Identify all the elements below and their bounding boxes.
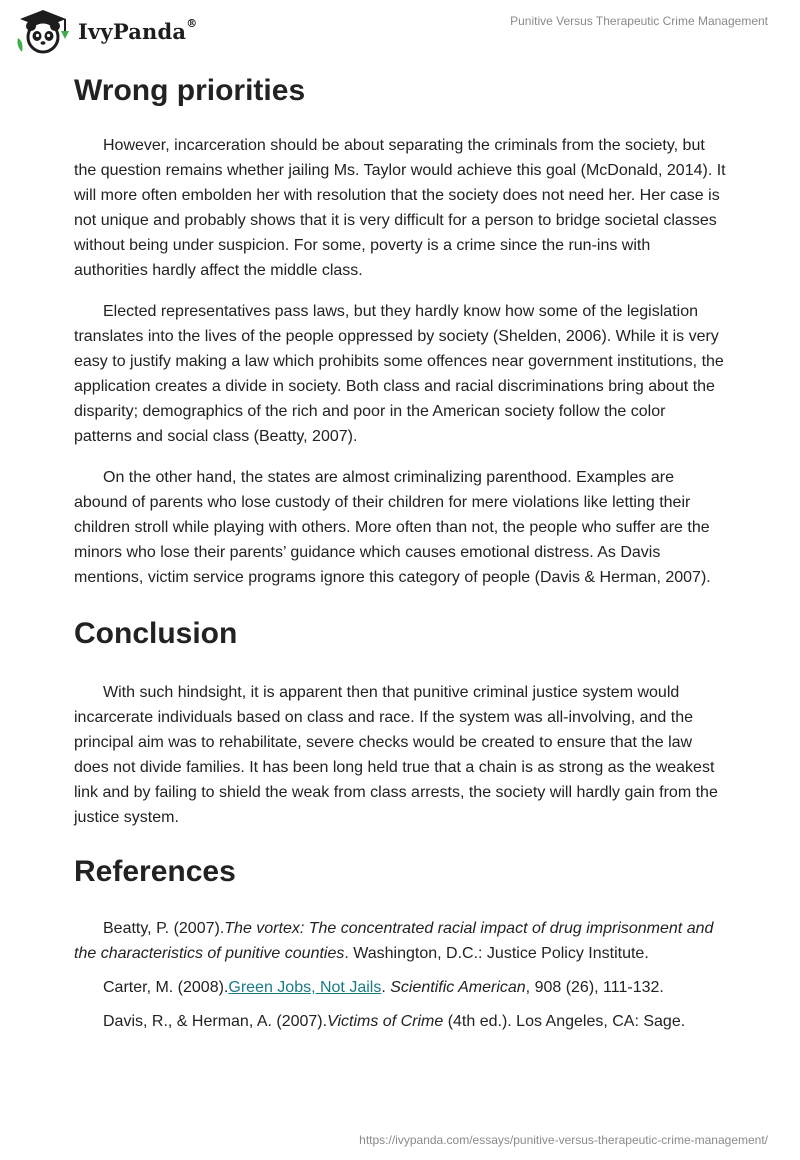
paragraph: On the other hand, the states are almost criminalizing parenthood. Examples are abound of parents who lose custody of their children for mere violations like letting their children stroll while playing with others. More often than not, the people who suffer are the minors who lose their parents’ guidance which causes emotional distress. As Davis mentions, victim service programs ignore this category of people (Davis & Herman, 2007). [74,469,711,586]
paragraph: Elected representatives pass laws, but they hardly know how some of the legislation translates into the lives of the people oppressed by society (Shelden, 2006). While it is very easy to justify making a law which prohibits some offences near government institutions, the application creates a divide in society. Both class and racial discriminations bring about the disparity; demographics of the rich and poor in the American society follow the color patterns and social class (Beatty, 2007). [74,303,724,445]
document-title: Punitive Versus Therapeutic Crime Management [510,14,768,28]
paragraph: However, incarceration should be about separating the criminals from the society, but the question remains whether jailing Ms. Taylor would achieve this goal (McDonald, 2014). It will more often embolden her with resolution that the society does not need her. Her case is not unique and probably shows that it is very difficult for a person to bridge societal classes without being under suspicion. For some, poverty is a crime since the run-ins with authorities hardly affect the middle class. [74,137,726,279]
footer-url: https://ivypanda.com/essays/punitive-versus-therapeutic-crime-management/ [359,1133,768,1147]
reference-journal: Scientific American [390,979,526,996]
article-body [74,70,726,1034]
reference-item: Beatty, P. (2007).The vortex: The concentrated racial impact of drug imprisonment and the characteristics of punitive counties. Washington, D.C.: Justice Policy Institute. [74,920,714,962]
paragraph: With such hindsight, it is apparent then that punitive criminal justice system would incarcerate individuals based on class and race. If the system was all-involving, and the principal aim was to rehabilitate, severe checks would be created to ensure that the law does not divide families. It has been long held true that a chain is as strong as the weakest link and by failing to shield the weak from class arrests, the society will hardly gain from the justice system. [74,684,718,826]
heading-wrong-priorities: Wrong priorities [74,74,306,107]
reference-link[interactable]: Green Jobs, Not Jails [228,979,382,996]
reference-item: Carter, M. (2008).Green Jobs, Not Jails. Scientific American, 908 (26), 111-132. [103,979,664,996]
panda-logo-icon [14,8,72,54]
reference-item: Davis, R., & Herman, A. (2007).Victims of Crime (4th ed.). Los Angeles, CA: Sage. [103,1013,686,1030]
heading-conclusion: Conclusion [74,617,238,650]
page-header [0,0,800,60]
heading-references: References [74,855,236,888]
reference-title: The vortex: The concentrated racial impact of drug imprisonment and the characteristics of punitive counties [74,920,714,962]
brand-name: IvyPanda® [78,16,198,44]
reference-title: Victims of Crime [327,1013,444,1030]
logo[interactable] [14,8,197,54]
